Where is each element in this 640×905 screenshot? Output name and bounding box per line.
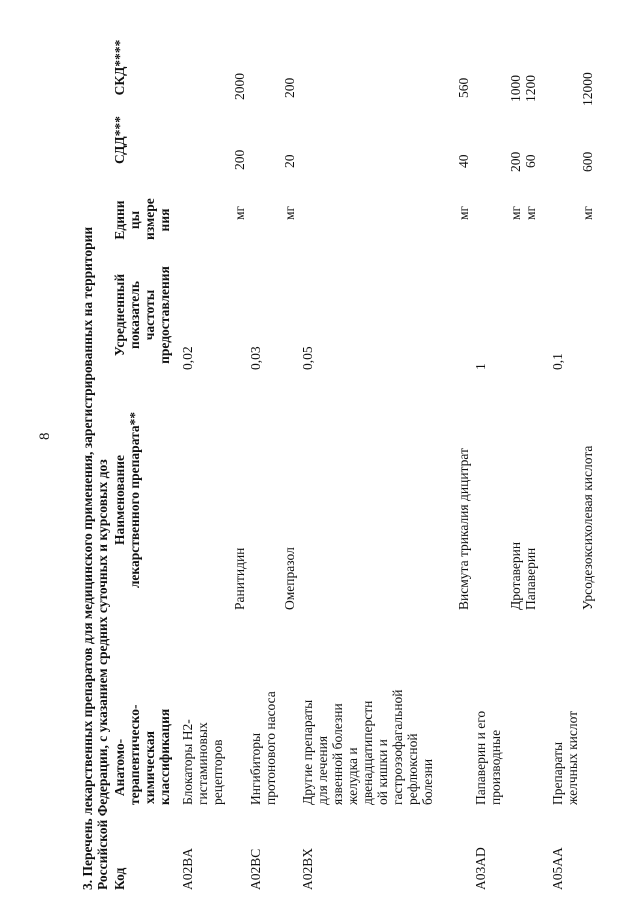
row-5-skd-1: 12000: [580, 72, 595, 106]
row-4-atc: Папаверин и его производные: [473, 710, 503, 805]
header-unit: Едини цы измере ния: [112, 198, 172, 240]
row-1-drug-1: Ранитидин: [232, 547, 247, 610]
page-number: 8: [37, 432, 53, 440]
header-skd: СКД****: [112, 39, 127, 96]
row-3-unit-1: мг: [456, 205, 471, 220]
header-code: Код: [112, 867, 127, 890]
row-5-sdd-1: 600: [580, 151, 595, 172]
row-3-sdd-1: 40: [456, 154, 471, 168]
row-5-code: A05AA: [550, 847, 565, 890]
row-4-skd-2: 1200: [523, 75, 538, 102]
row-2-atc: Ингибиторы протонового насоса: [248, 691, 278, 805]
row-3-code: A02BX: [300, 847, 315, 890]
header-freq: Усредненный показатель частоты предоставления: [112, 266, 172, 364]
row-2-skd-1: 200: [282, 77, 297, 98]
row-5-drug-1: Урсодезоксихолевая кислота: [580, 445, 595, 610]
row-4-drug-2: Папаверин: [523, 547, 538, 610]
row-1-code: A02BA: [180, 847, 195, 890]
row-3-drug-1: Висмута трикалия дицитрат: [456, 448, 471, 610]
row-2-drug-1: Омепразол: [282, 547, 297, 610]
row-4-freq: 1: [473, 363, 488, 370]
row-2-sdd-1: 20: [282, 154, 297, 168]
header-drug: Наименование лекарственного препарата**: [112, 411, 142, 589]
rotated-document: [80, 40, 640, 890]
row-1-atc: Блокаторы Н2-гистаминовых рецепторов: [180, 719, 225, 805]
row-5-atc: Препараты желчных кислот: [550, 710, 580, 805]
row-4-unit-1: мг: [508, 205, 523, 220]
header-atc: Анатомо-терапевтическо-химическая классификация: [112, 704, 172, 805]
title-line-2: Российской Федерации, с указанием средних суточных и курсовых доз: [95, 459, 110, 890]
row-3-freq: 0,05: [300, 346, 315, 370]
row-2-unit-1: мг: [282, 205, 297, 220]
row-1-unit-1: мг: [232, 205, 247, 220]
row-4-drug-1: Дротаверин: [508, 541, 523, 610]
row-4-sdd-2: 60: [523, 154, 538, 168]
row-4-unit-2: мг: [523, 205, 538, 220]
row-2-code: A02BC: [248, 848, 263, 890]
row-4-skd-1: 1000: [508, 75, 523, 102]
row-1-freq: 0,02: [180, 346, 195, 370]
title-line-1: 3. Перечень лекарственных препаратов для медицинского применения, зарегистрированных на территории: [80, 226, 95, 890]
row-1-skd-1: 2000: [232, 73, 247, 100]
row-3-skd-1: 560: [456, 77, 471, 98]
row-5-unit-1: мг: [580, 205, 595, 220]
row-3-atc: Другие препараты для лечения язвенной болезни желудка и двенадцатиперстн ой кишки и гастроэзофагальной рефлюксной болезни: [300, 689, 435, 805]
row-5-freq: 0,1: [550, 353, 565, 370]
row-2-freq: 0,03: [248, 346, 263, 370]
header-sdd: СДД***: [112, 116, 127, 164]
row-4-code: A03AD: [473, 847, 488, 890]
row-4-sdd-1: 200: [508, 151, 523, 172]
section-title: [80, 40, 110, 890]
row-1-sdd-1: 200: [232, 149, 247, 170]
